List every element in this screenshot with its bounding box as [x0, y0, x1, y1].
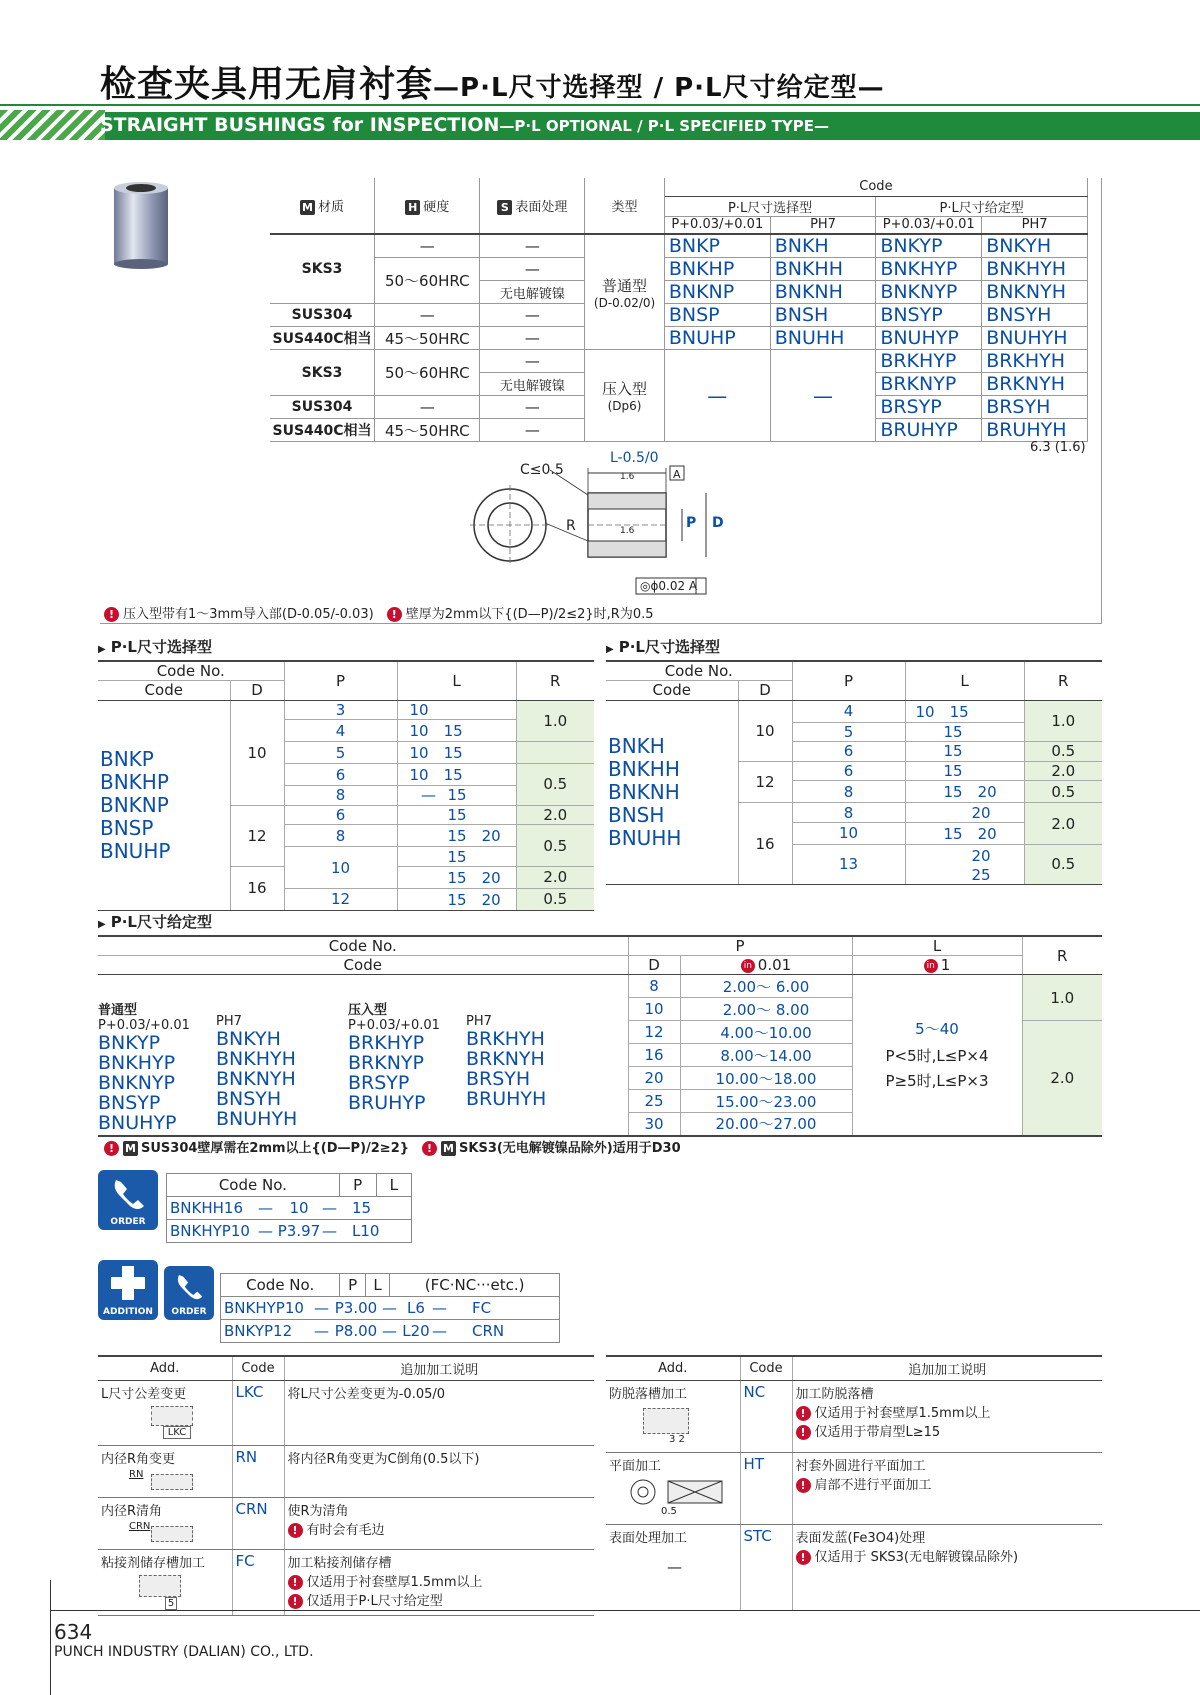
d-cell: 20 [628, 1067, 680, 1090]
order-icon: ORDER [98, 1170, 158, 1230]
hardness-cell: 50～60HRC [375, 258, 480, 304]
add-code: NC [740, 1381, 792, 1453]
h-code: Code [98, 956, 628, 975]
d-cell: 30 [628, 1113, 680, 1136]
page-number: 634 [54, 1620, 93, 1644]
add-code: HT [740, 1453, 792, 1525]
order-row: BNKHYP10 — P3.00 — L6 — FC [221, 1297, 560, 1320]
l-cell: 10 15 [397, 764, 516, 786]
add-code: CRN [232, 1498, 284, 1550]
l-cell: 15 20 [905, 822, 1024, 844]
dimension-drawing [470, 448, 750, 598]
r-cell: 0.5 [1024, 742, 1102, 762]
d-cell: 25 [628, 1090, 680, 1113]
code-cell: BNKH [770, 234, 876, 258]
r-cell: 0.5 [1024, 844, 1102, 884]
add-name: 防脱落槽加工 3 2 [606, 1381, 740, 1453]
rough-label: 1.6 [620, 526, 635, 536]
add-desc: 衬套外圆进行平面加工 ! 肩部不进行平面加工 [792, 1453, 1102, 1525]
material-cell: SUS304 [270, 304, 375, 327]
d-label: D [712, 515, 724, 531]
order-h: L [376, 1174, 411, 1197]
l-cell: 20 [905, 803, 1024, 823]
code-cell: BNUHP [664, 327, 770, 350]
hardness-cell: 50～60HRC [375, 350, 480, 396]
col-type: 类型 [585, 178, 665, 234]
l-cell: 15 20 [397, 825, 516, 847]
section-pl-select: ▶ P·L尺寸选择型 [98, 636, 212, 657]
add-desc: 表面发蓝(Fe3O4)处理 ! 仅适用于 SKS3(无电解镀镍品除外) [792, 1525, 1102, 1611]
d-cell: 8 [628, 975, 680, 998]
code-cell: BNUHYP [876, 327, 982, 350]
title-divider [0, 104, 1200, 106]
code-cell: BNKHH [770, 258, 876, 281]
page-title-zh: 检查夹具用无肩衬套—P·L尺寸选择型 / P·L尺寸给定型— [100, 64, 885, 105]
company-name: PUNCH INDUSTRY (DALIAN) CO., LTD. [54, 1644, 314, 1660]
hardness-cell: — [375, 396, 480, 419]
order-icon: ORDER [164, 1266, 214, 1320]
surface-cell: — [480, 396, 585, 419]
h-l: L [905, 661, 1024, 700]
add-code: LKC [232, 1381, 284, 1446]
r-cell: 2.0 [1022, 1021, 1102, 1136]
d-cell: 10 [230, 700, 284, 805]
footer-line [50, 1610, 1200, 1611]
l-cell: 15 [397, 805, 516, 825]
tol-p: P+0.03/+0.01 [664, 216, 770, 234]
addition-table-right [606, 1355, 1102, 1611]
page-title-en: STRAIGHT BUSHINGS for INSPECTION—P·L OPTIONAL / P·L SPECIFIED TYPE— [100, 114, 829, 136]
h-r: R [1024, 661, 1102, 700]
p-range: 4.00～10.00 [680, 1021, 852, 1044]
h-code: Code [232, 1356, 284, 1381]
order-h: Code No. [221, 1274, 340, 1297]
surface-cell: — [480, 419, 585, 442]
order-h: (FC·NC···etc.) [390, 1274, 560, 1297]
h-codeno: Code No. [98, 936, 628, 956]
material-cell: SUS440C相当 [270, 419, 375, 442]
h-l: L [852, 936, 1022, 956]
d-cell: 10 [738, 700, 792, 761]
p-range: 8.00～14.00 [680, 1044, 852, 1067]
code-cell: BNKHP [664, 258, 770, 281]
h-add: Add. [606, 1356, 740, 1381]
h-code: Code [98, 681, 230, 701]
l-cell: 10 [397, 700, 516, 720]
l-cell: 15 20 [905, 781, 1024, 803]
r-cell: 0.5 [516, 888, 594, 910]
r-cell: 1.0 [1024, 700, 1102, 742]
order-h: P [340, 1274, 365, 1297]
code-cell: BNKP [664, 234, 770, 258]
r-cell: 2.0 [516, 805, 594, 825]
pl-select-table-left [98, 660, 594, 911]
section-pl-select-right: ▶ P·L尺寸选择型 [606, 636, 720, 657]
surface-cell: — [480, 258, 585, 281]
p-cell: 6 [284, 805, 397, 825]
surface-cell: — [480, 234, 585, 258]
code-list: BNKH BNKHH BNKNH BNSH BNUHH [606, 700, 738, 884]
col-material: M 材质 [270, 178, 375, 234]
add-code: FC [232, 1550, 284, 1616]
order-h: P [339, 1174, 376, 1197]
h-desc: 追加加工说明 [284, 1356, 594, 1381]
p-cell: 8 [284, 825, 397, 847]
d-cell: 12 [628, 1021, 680, 1044]
h-p: P [792, 661, 905, 700]
col-hardness: H 硬度 [375, 178, 480, 234]
hardness-cell: 45～50HRC [375, 327, 480, 350]
p-range: 2.00～ 6.00 [680, 975, 852, 998]
col-surface: S 表面处理 [480, 178, 585, 234]
add-name: L尺寸公差变更 LKC [98, 1381, 232, 1446]
h-desc: 追加加工说明 [792, 1356, 1102, 1381]
l-cell: 15 [905, 742, 1024, 762]
d-cell: 16 [230, 866, 284, 910]
h-d: D [230, 681, 284, 701]
p-cell: 10 [792, 822, 905, 844]
h-codeno: Code No. [98, 661, 284, 681]
code-cell: BNUHYH [982, 327, 1088, 350]
p-cell: 4 [792, 700, 905, 722]
length-label: L-0.5/0 [610, 450, 659, 466]
l-cell: 10 15 [905, 700, 1024, 722]
add-desc: 将内径R角变更为C倒角(0.5以下) [284, 1446, 594, 1498]
p-cell: 6 [284, 764, 397, 786]
p-cell: 4 [284, 720, 397, 742]
hardness-cell: — [375, 304, 480, 327]
l-cell: 15 20 [397, 866, 516, 888]
r-cell: 0.5 [516, 825, 594, 867]
l-cell: 15 [905, 761, 1024, 781]
code-cell: BRSYH [982, 396, 1088, 419]
l-cell: 15 [397, 847, 516, 867]
code-cell: BRKNYP [876, 373, 982, 396]
p-cell: 12 [284, 888, 397, 910]
code-cell: BNUHH [770, 327, 876, 350]
spec-note: ! 压入型带有1～3mm导入部(D-0.05/-0.03) ! 壁厚为2mm以下{(D—P)/2≤2}时,R为0.5 [104, 603, 654, 622]
tol-ph7: PH7 [982, 216, 1088, 234]
add-desc: 加工粘接剂储存槽 ! 仅适用于衬套壁厚1.5mm以上 ! 仅适用于P·L尺寸给定型 [284, 1550, 594, 1616]
code-cell: BRKNYH [982, 373, 1088, 396]
h-d: D [738, 681, 792, 701]
specified-codes: 普通型 P+0.03/+0.01 BNKYP BNKHYP BNKNYP BNSYP BNUHYP PH7 BNKYH BNKHYH BNKNYH BNSYH BNUHYH 压入型 P+0.03/+0.01 BRKHYP BRKNYP BRSYP BRUHYP PH7 BRKHYH BRKNYH BRSYH BRUHYH [98, 975, 628, 1136]
add-code: STC [740, 1525, 792, 1611]
radius-label: R [566, 518, 576, 534]
concentricity-label: ◎ϕ0.02 A [640, 579, 698, 593]
h-d: D [628, 956, 680, 975]
p-cell: 6 [792, 742, 905, 762]
add-desc: 使R为清角 ! 有时会有毛边 [284, 1498, 594, 1550]
section-pl-specified: ▶ P·L尺寸给定型 [98, 911, 212, 932]
p-range: 10.00～18.00 [680, 1067, 852, 1090]
p-cell: 5 [792, 722, 905, 742]
add-name: 内径R清角 CRN [98, 1498, 232, 1550]
l-cell: 10 15 [397, 720, 516, 742]
p-label: P [686, 515, 697, 531]
code-cell: BNSYH [982, 304, 1088, 327]
material-cell: SUS440C相当 [270, 327, 375, 350]
surface-cell: — [480, 350, 585, 373]
code-cell: BNKHYP [876, 258, 982, 281]
code-cell: BRKHYP [876, 350, 982, 373]
code-cell: BNKNP [664, 281, 770, 304]
order-row: BNKHYP10 — P3.97 — L10 [167, 1220, 412, 1243]
r-cell: 2.0 [1024, 803, 1102, 845]
datum-label: A [673, 468, 681, 481]
order-row: BNKHH16 — 10 — 15 [167, 1197, 412, 1220]
h-code: Code [606, 681, 738, 701]
code-cell: BNKYH [982, 234, 1088, 258]
code-cell: BRUHYP [876, 419, 982, 442]
p-cell: 8 [284, 786, 397, 806]
addition-table-left [98, 1355, 594, 1616]
h-l-unit: in 1 [852, 956, 1022, 975]
col-pl-specified: P·L尺寸给定型 [876, 196, 1088, 216]
add-name: 粘接剂储存槽加工 5 [98, 1550, 232, 1616]
l-cell: 10 15 [397, 742, 516, 764]
r-cell: 1.0 [516, 700, 594, 742]
type-press: 压入型 (Dp6) [585, 350, 665, 442]
tol-p: P+0.03/+0.01 [876, 216, 982, 234]
add-desc: 将L尺寸公差变更为-0.05/0 [284, 1381, 594, 1446]
add-name: 平面加工 0.5 [606, 1453, 740, 1525]
h-l: L [397, 661, 516, 700]
hardness-cell: — [375, 234, 480, 258]
d-cell: 10 [628, 998, 680, 1021]
order-row: BNKYP12 — P8.00 — L20 — CRN [221, 1320, 560, 1343]
add-desc: 加工防脱落槽 ! 仅适用于衬套壁厚1.5mm以上 ! 仅适用于带肩型L≥15 [792, 1381, 1102, 1453]
h-code: Code [740, 1356, 792, 1381]
code-list: BNKP BNKHP BNKNP BNSP BNUHP [98, 700, 230, 910]
d-cell: 12 [738, 761, 792, 803]
r-cell: 2.0 [1024, 761, 1102, 781]
code-cell: BNKHYH [982, 258, 1088, 281]
type-normal: 普通型 (D-0.02/0) [585, 234, 665, 350]
r-cell: 0.5 [1024, 781, 1102, 803]
page-subtitle-zh: —P·L尺寸选择型 / P·L尺寸给定型— [433, 73, 885, 103]
surface-cell: 无电解镀镍 [480, 281, 585, 304]
p-cell: 8 [792, 781, 905, 803]
h-r: R [516, 661, 594, 700]
surface-cell: 无电解镀镍 [480, 373, 585, 396]
specified-note: ! M SUS304壁厚需在2mm以上{(D—P)/2≥2} ! M SKS3(无电解镀镍品除外)适用于D30 [104, 1137, 681, 1156]
code-cell: — [664, 350, 770, 442]
l-cell: 20 25 [905, 844, 1024, 884]
rough-label: 1.6 [620, 472, 635, 482]
code-cell: BNKNYH [982, 281, 1088, 304]
add-code: RN [232, 1446, 284, 1498]
p-cell: 8 [792, 803, 905, 823]
h-p: P [628, 936, 852, 956]
h-codeno: Code No. [606, 661, 792, 681]
p-cell: 3 [284, 700, 397, 720]
footer-vline [50, 1580, 51, 1695]
ht-fig [629, 1478, 737, 1506]
h-add: Add. [98, 1356, 232, 1381]
h-p-unit: in 0.01 [680, 956, 852, 975]
pl-select-table-right [606, 660, 1102, 885]
code-cell: BNSP [664, 304, 770, 327]
spec-table [270, 178, 1088, 442]
hatch-decoration [0, 110, 105, 140]
r-cell: 2.0 [516, 866, 594, 888]
r-cell: 1.0 [1022, 975, 1102, 1021]
l-cell: 15 [905, 722, 1024, 742]
lkc-fig [151, 1406, 193, 1426]
code-cell: BRUHYH [982, 419, 1088, 442]
surface-cell: — [480, 327, 585, 350]
d-cell: 12 [230, 805, 284, 866]
code-cell: BRSYP [876, 396, 982, 419]
col-pl-select: P·L尺寸选择型 [664, 196, 875, 216]
hardness-cell: 45～50HRC [375, 419, 480, 442]
h-r: R [1022, 936, 1102, 975]
chamfer-label: C≤0.5 [520, 462, 564, 478]
pl-specified-table [98, 935, 1102, 1137]
p-cell: 13 [792, 844, 905, 884]
p-cell: 5 [284, 742, 397, 764]
order-h: L [365, 1274, 389, 1297]
p-range: 20.00～27.00 [680, 1113, 852, 1136]
bushing-photo [112, 180, 170, 270]
addition-example-table [220, 1273, 560, 1343]
p-cell: 10 [284, 847, 397, 889]
code-cell: BNSYP [876, 304, 982, 327]
r-cell: 0.5 [516, 764, 594, 806]
d-cell: 16 [628, 1044, 680, 1067]
add-name: 内径R角变更 RN [98, 1446, 232, 1498]
order-h: Code No. [167, 1174, 340, 1197]
roughness-symbol: 6.3 (1.6) [1030, 440, 1086, 455]
p-cell: 6 [792, 761, 905, 781]
addition-icon: ADDITION [98, 1260, 158, 1320]
add-name: 表面处理加工 — [606, 1525, 740, 1611]
material-cell: SKS3 [270, 350, 375, 396]
code-cell: — [770, 350, 876, 442]
col-code: Code [664, 178, 1087, 196]
l-cell: 15 20 [397, 888, 516, 910]
h-p: P [284, 661, 397, 700]
code-cell: BRKHYH [982, 350, 1088, 373]
tol-ph7: PH7 [770, 216, 876, 234]
code-cell: BNKNYP [876, 281, 982, 304]
material-cell: SKS3 [270, 234, 375, 304]
code-cell: BNKNH [770, 281, 876, 304]
material-cell: SUS304 [270, 396, 375, 419]
order-example-table [166, 1173, 412, 1243]
p-range: 15.00～23.00 [680, 1090, 852, 1113]
code-cell: BNKYP [876, 234, 982, 258]
code-cell: BNSH [770, 304, 876, 327]
p-range: 2.00～ 8.00 [680, 998, 852, 1021]
d-cell: 16 [738, 803, 792, 885]
l-cell: — 15 [397, 786, 516, 806]
surface-cell: — [480, 304, 585, 327]
l-rule: 5～40 P<5时,L≤P×4 P≥5时,L≤P×3 [852, 975, 1022, 1136]
